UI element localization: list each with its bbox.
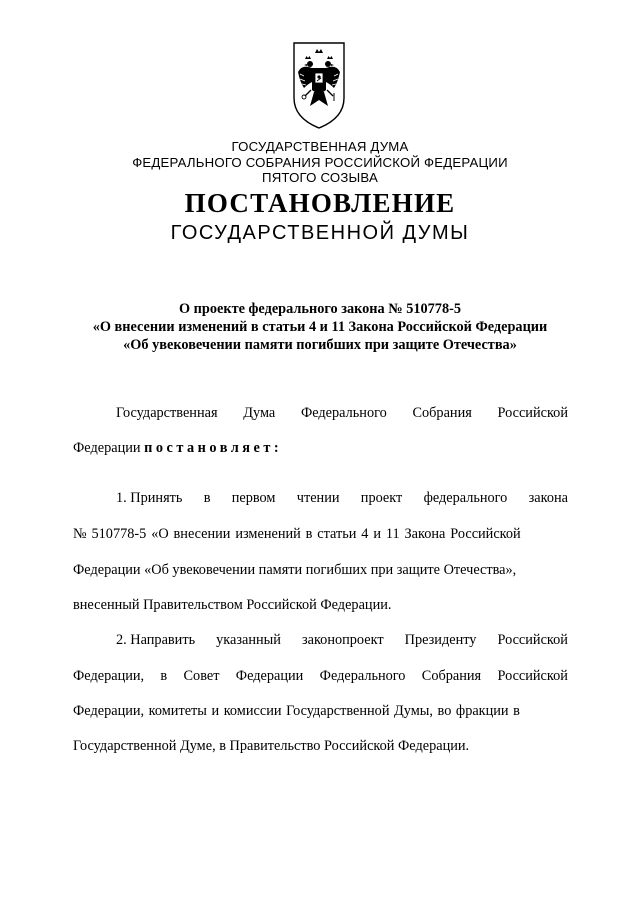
item-1-word: закона (528, 490, 568, 506)
item-2-word: законопроект (301, 632, 384, 648)
item-1-word: чтении (296, 490, 340, 506)
item-2-word: Собрания (421, 668, 482, 684)
item-2-word: Федерации, (73, 668, 145, 684)
item-2-line-2 (73, 668, 568, 685)
item-1-line-3: Федерации «Об увековечении памяти погибших при защите Отечества», (73, 562, 517, 578)
organization-line-1: ГОСУДАРСТВЕННАЯ ДУМА (231, 139, 409, 154)
item-1-word: федерального (423, 490, 508, 506)
document-issuer: ГОСУДАРСТВЕННОЙ ДУМЫ (170, 222, 470, 244)
preamble-text: Федерации (73, 440, 145, 456)
item-2-word: указанный (216, 632, 281, 648)
item-2-line-4: Государственной Думе, в Правительство Российской Федерации. (73, 738, 470, 754)
item-1-word: первом (231, 490, 276, 506)
item-2-word: 2. Направить (116, 632, 196, 648)
subject-line-3: «Об увековечении памяти погибших при защите Отечества» (123, 337, 517, 353)
preamble-line-2 (73, 440, 282, 457)
item-1-line-2: № 510778-5 «О внесении изменений в статьи 4 и 11 Закона Российской (73, 526, 521, 542)
preamble-word: Федерального (300, 405, 387, 421)
item-2-word: Российской (497, 632, 568, 648)
item-1-word: проект (360, 490, 403, 506)
preamble-word: Дума (243, 405, 276, 421)
decree-word: постановляет: (144, 440, 283, 456)
preamble-word: Российской (497, 405, 568, 421)
preamble-line-1 (116, 405, 568, 422)
item-2-word: Президенту (404, 632, 477, 648)
subject-line-2: «О внесении изменений в статьи 4 и 11 Закона Российской Федерации (92, 319, 548, 335)
item-2-word: Российской (497, 668, 568, 684)
item-1-word: в (203, 490, 211, 506)
item-2-word: Федерации (235, 668, 304, 684)
item-2-word: Федерального (319, 668, 406, 684)
organization-line-2: ФЕДЕРАЛЬНОГО СОБРАНИЯ РОССИЙСКОЙ ФЕДЕРАЦИИ (132, 155, 508, 170)
subject-line-1: О проекте федерального закона № 510778-5 (178, 301, 462, 317)
item-1-word: 1. Принять (116, 490, 183, 506)
document-type-title: ПОСТАНОВЛЕНИЕ (184, 188, 456, 218)
item-2-line-3: Федерации, комитеты и комиссии Государственной Думы, во фракции в (73, 703, 520, 719)
item-2-word: в (160, 668, 168, 684)
item-2-line-1 (116, 632, 568, 649)
item-1-line-1 (116, 490, 568, 507)
item-1-line-4: внесенный Правительством Российской Федерации. (73, 597, 392, 613)
convocation-line: ПЯТОГО СОЗЫВА (262, 170, 378, 185)
item-2-word: Совет (183, 668, 220, 684)
preamble-word: Государственная (116, 405, 218, 421)
preamble-word: Собрания (412, 405, 472, 421)
coat-of-arms-icon (290, 40, 348, 130)
